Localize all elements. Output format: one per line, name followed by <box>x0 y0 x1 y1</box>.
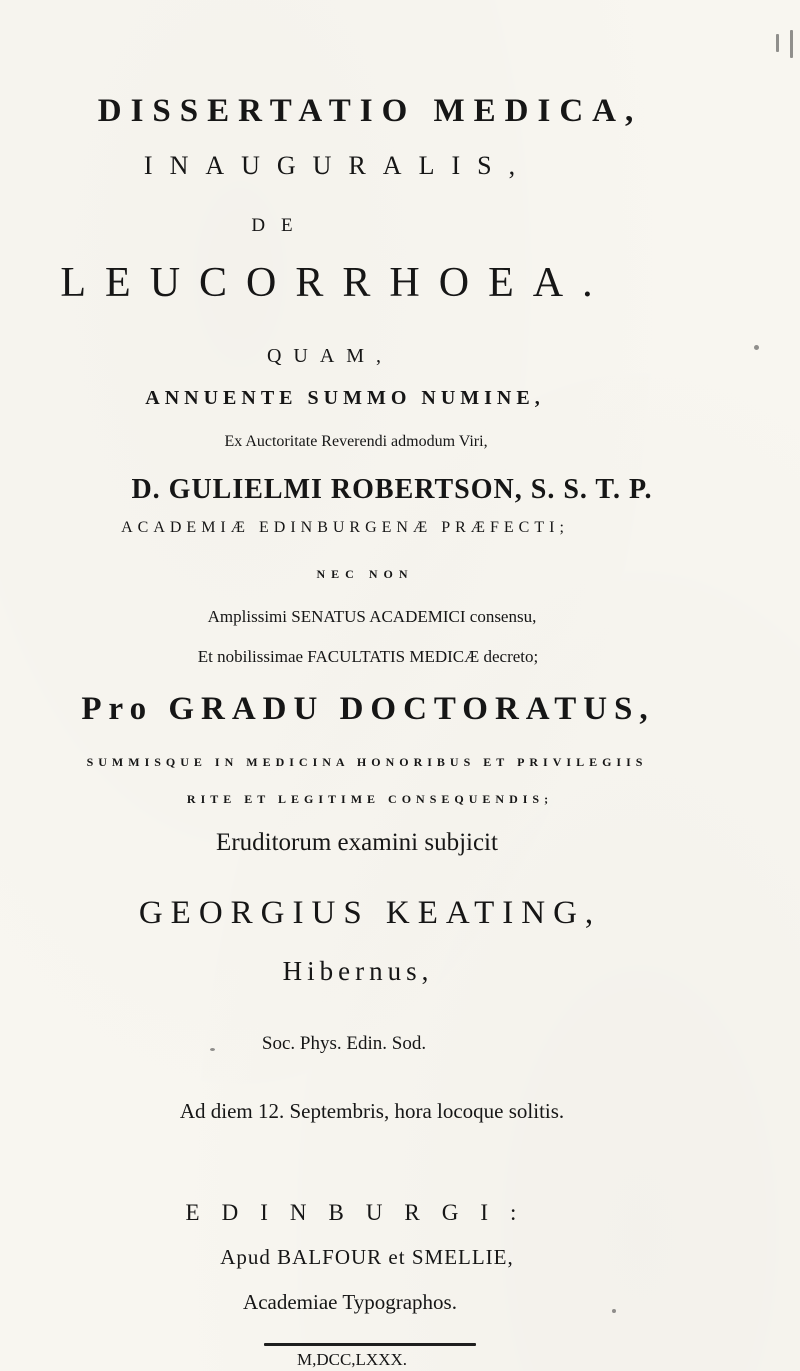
place-line: EDINBURGI: <box>185 1200 539 1225</box>
senatus-line: Amplissimi SENATUS ACADEMICI consensu, <box>207 607 537 626</box>
ink-speck <box>210 1048 215 1051</box>
ink-speck <box>790 30 793 58</box>
summisque-line: SUMMISQUE IN MEDICINA HONORIBUS ET PRIVILEGIIS <box>86 755 648 769</box>
academiae-line: ACADEMIÆ EDINBURGENÆ PRÆFECTI; <box>121 519 569 536</box>
society-line: Soc. Phys. Edin. Sod. <box>261 1033 427 1054</box>
auctoritate-line: Ex Auctoritate Reverendi admodum Viri, <box>224 433 488 450</box>
ink-speck <box>612 1309 616 1313</box>
pro-gradu-line: Pro GRADU DOCTORATUS, <box>81 691 655 727</box>
title-line-dissertatio: DISSERTATIO MEDICA, <box>97 93 643 129</box>
printers-line: Apud BALFOUR et SMELLIE, <box>220 1245 514 1269</box>
author-name: GEORGIUS KEATING, <box>138 895 602 931</box>
eruditorum-line: Eruditorum examini subjicit <box>216 829 498 856</box>
ink-speck <box>754 345 759 350</box>
rite-line: RITE ET LEGITIME CONSEQUENDIS; <box>186 792 554 806</box>
title-line-inauguralis: INAUGURALIS, <box>143 151 533 180</box>
quam-line: QUAM, <box>266 345 394 367</box>
printers-role-line: Academiae Typographos. <box>243 1290 457 1314</box>
year-line: M,DCC,LXXX. <box>296 1350 408 1369</box>
annuente-line: ANNUENTE SUMMO NUMINE, <box>145 387 545 409</box>
subject-title: LEUCORRHOEA. <box>60 260 612 306</box>
rector-name: D. GULIELMI ROBERTSON, S. S. T. P. <box>131 474 653 505</box>
divider-rule <box>264 1343 476 1346</box>
author-origin: Hibernus, <box>282 956 434 986</box>
title-line-de: DE <box>251 215 309 236</box>
date-line: Ad diem 12. Septembris, hora locoque solitis. <box>179 1099 565 1123</box>
nec-non-line: NEC NON <box>316 567 414 581</box>
facultatis-line: Et nobilissimae FACULTATIS MEDICÆ decreto; <box>197 647 539 666</box>
ink-speck <box>776 34 779 52</box>
